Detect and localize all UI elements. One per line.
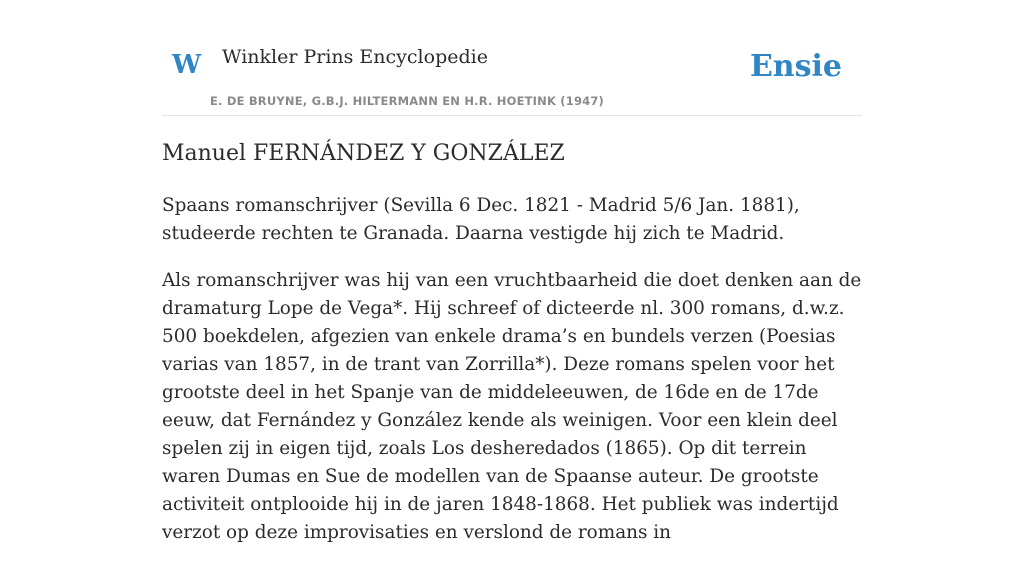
source-title-link[interactable]: Winkler Prins Encyclopedie (222, 46, 488, 68)
winkler-prins-logo[interactable]: W (172, 50, 202, 80)
source-header (162, 0, 862, 116)
source-authors: E. DE BRUYNE, G.B.J. HILTERMANN EN H.R. HOETINK (1947) (210, 94, 605, 108)
article-paragraph: Als romanschrijver was hij van een vruchtbaarheid die doet denken aan de dramaturg Lope de Vega*. Hij schreef of dicteerde nl. 300 romans, d.w.z. 500 boekdelen, afgezien van enkele drama’s en bundels verzen (Poesias varias van 1857, in de trant van Zorrilla*). Deze romans spelen voor het grootste deel in het Spanje van de middeleeuwen, de 16de en de 17de eeuw, dat Fernández y González kende als weinigen. Voor een klein deel spelen zij in eigen tijd, zoals Los desheredados (1865). Op dit terrein waren Dumas en Sue de modellen van de Spaanse auteur. De grootste activiteit ontplooide hij in de jaren 1848-1868. Het publiek was indertijd verzot op deze improvisaties en verslond de romans in (162, 270, 862, 543)
page (162, 0, 862, 543)
article-title: Manuel FERNÁNDEZ Y GONZÁLEZ (162, 141, 565, 166)
article-body (162, 192, 862, 566)
ensie-brand-logo[interactable]: Ensie (749, 49, 842, 84)
article-paragraph: Spaans romanschrijver (Sevilla 6 Dec. 1821 - Madrid 5/6 Jan. 1881), studeerde rechten te Granada. Daarna vestigde hij zich te Madrid. (162, 195, 800, 244)
